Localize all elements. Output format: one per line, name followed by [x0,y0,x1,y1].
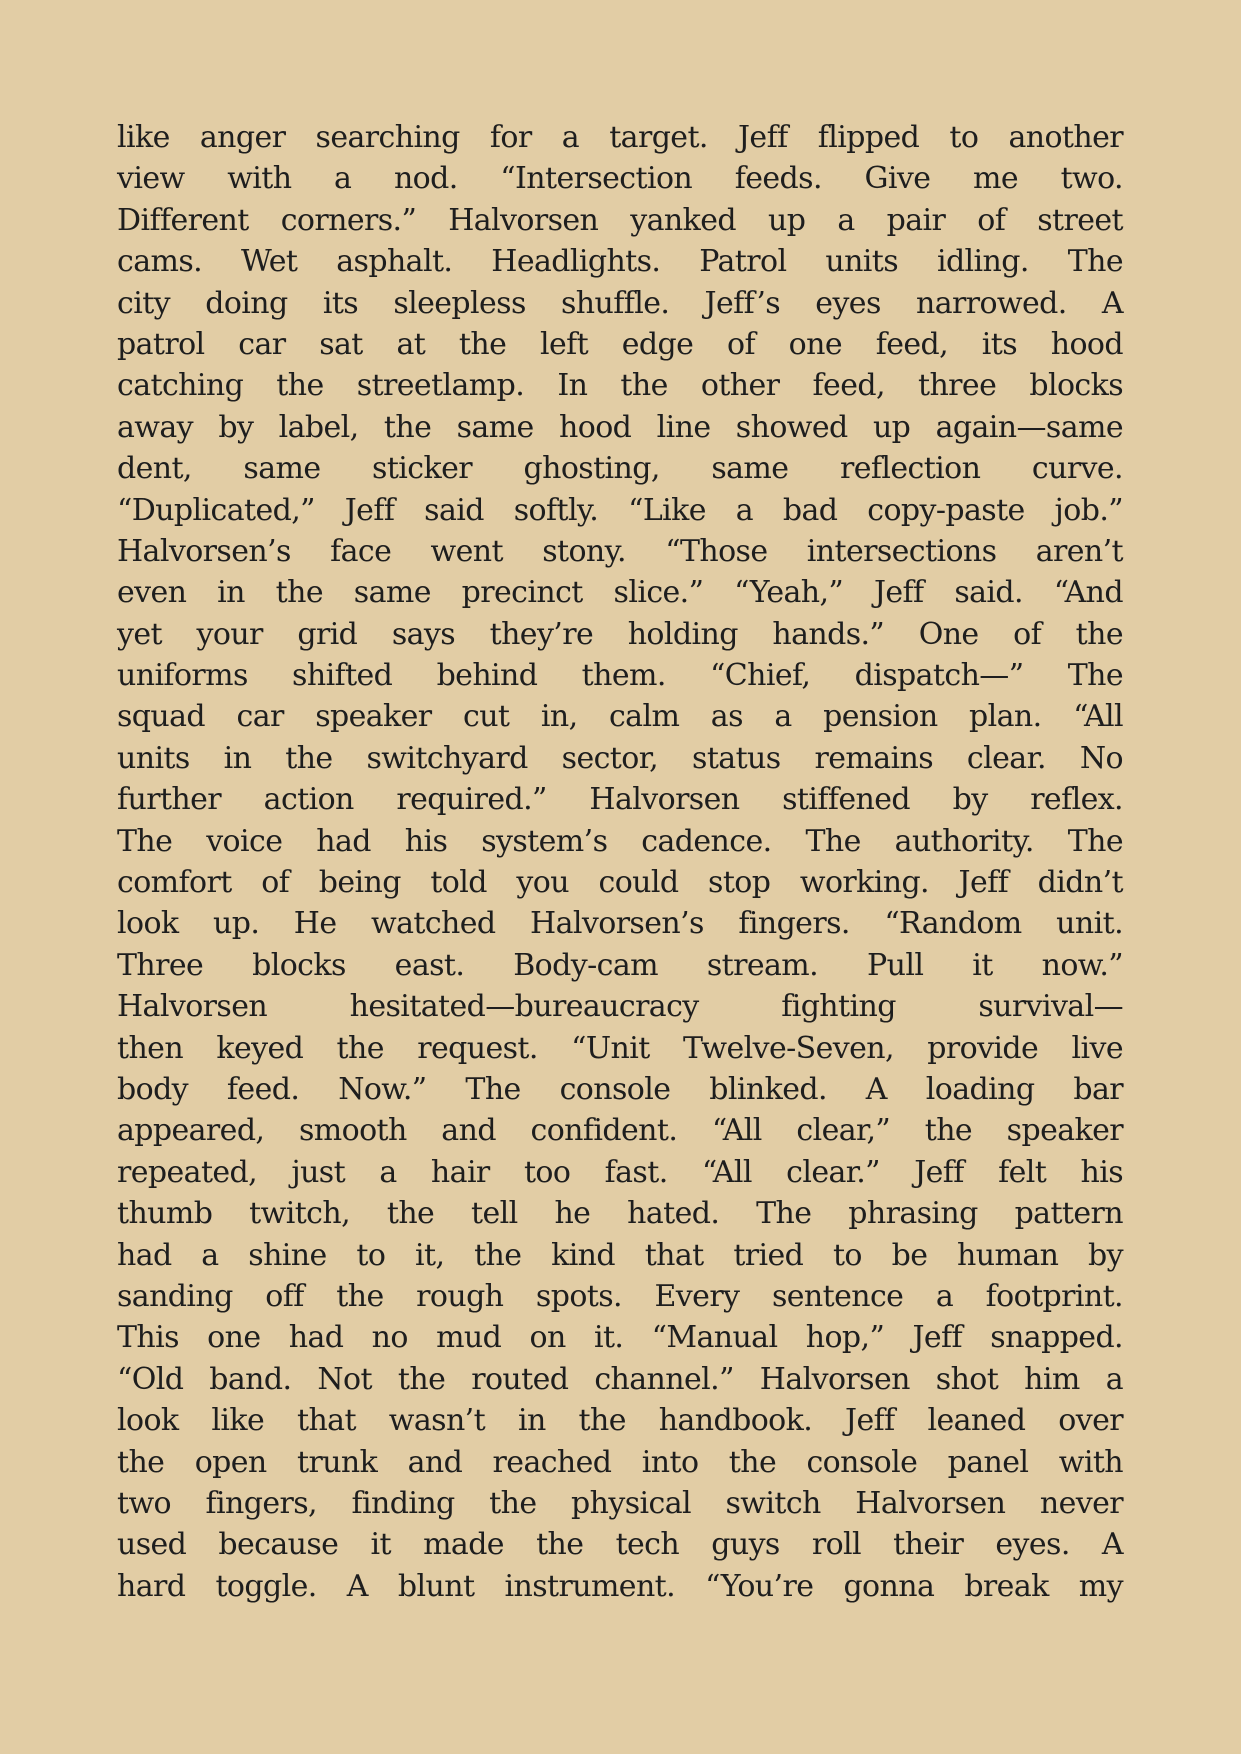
text-line: hard toggle. A blunt instrument. “You’re gonna break my [117,1568,1123,1604]
text-line: had a shine to it, the kind that tried to be human by [117,1237,1123,1273]
text-line: repeated, just a hair too fast. “All clear.” Jeff felt his [117,1154,1123,1190]
text-line: cams. Wet asphalt. Headlights. Patrol units idling. The [117,244,1123,280]
text-line: sanding off the rough spots. Every sentence a footprint. [117,1278,1123,1314]
text-line: even in the same precinct slice.” “Yeah,” Jeff said. “And [117,575,1123,611]
text-line: “Duplicated,” Jeff said softly. “Like a bad copy-paste job.” [117,492,1123,528]
text-line: like anger searching for a target. Jeff flipped to another [117,120,1123,155]
text-line: Halvorsen’s face went stony. “Those intersections aren’t [117,533,1123,569]
text-line: “Old band. Not the routed channel.” Halvorsen shot him a [117,1361,1123,1397]
text-line: This one had no mud on it. “Manual hop,” Jeff snapped. [117,1320,1123,1356]
text-line: the open trunk and reached into the console panel with [117,1444,1123,1480]
text-line: look like that wasn’t in the handbook. Jeff leaned over [117,1403,1123,1439]
text-line: used because it made the tech guys roll their eyes. A [117,1527,1123,1563]
text-line: city doing its sleepless shuffle. Jeff’s eyes narrowed. A [117,285,1123,321]
text-line: two fingers, finding the physical switch Halvorsen never [117,1485,1123,1521]
text-line: appeared, smooth and confident. “All clear,” the speaker [117,1113,1123,1149]
text-line: Halvorsen hesitated—bureaucracy fighting survival— [117,989,1123,1025]
text-line: The voice had his system’s cadence. The authority. The [117,823,1123,859]
text-line: Different corners.” Halvorsen yanked up a pair of street [117,202,1123,238]
text-line: catching the streetlamp. In the other feed, three blocks [117,368,1123,404]
text-line: Three blocks east. Body-cam stream. Pull it now.” [117,947,1123,983]
text-line: yet your grid says they’re holding hands.” One of the [117,616,1123,652]
text-line: further action required.” Halvorsen stiffened by reflex. [117,782,1123,818]
text-line: away by label, the same hood line showed up again—same [117,409,1123,445]
text-line: patrol car sat at the left edge of one feed, its hood [117,326,1123,362]
text-line: units in the switchyard sector, status remains clear. No [117,740,1123,776]
text-line: then keyed the request. “Unit Twelve-Seven, provide live [117,1030,1123,1066]
text-line: view with a nod. “Intersection feeds. Give me two. [117,161,1123,197]
text-line: body feed. Now.” The console blinked. A loading bar [117,1071,1123,1107]
page-body [117,117,1123,1607]
text-line: thumb twitch, the tell he hated. The phrasing pattern [117,1196,1123,1232]
text-line: squad car speaker cut in, calm as a pension plan. “All [117,699,1123,735]
text-line: uniforms shifted behind them. “Chief, dispatch—” The [117,658,1123,694]
text-line: comfort of being told you could stop working. Jeff didn’t [117,865,1123,901]
text-line: dent, same sticker ghosting, same reflection curve. [117,451,1123,487]
text-line: look up. He watched Halvorsen’s fingers. “Random unit. [117,906,1123,942]
